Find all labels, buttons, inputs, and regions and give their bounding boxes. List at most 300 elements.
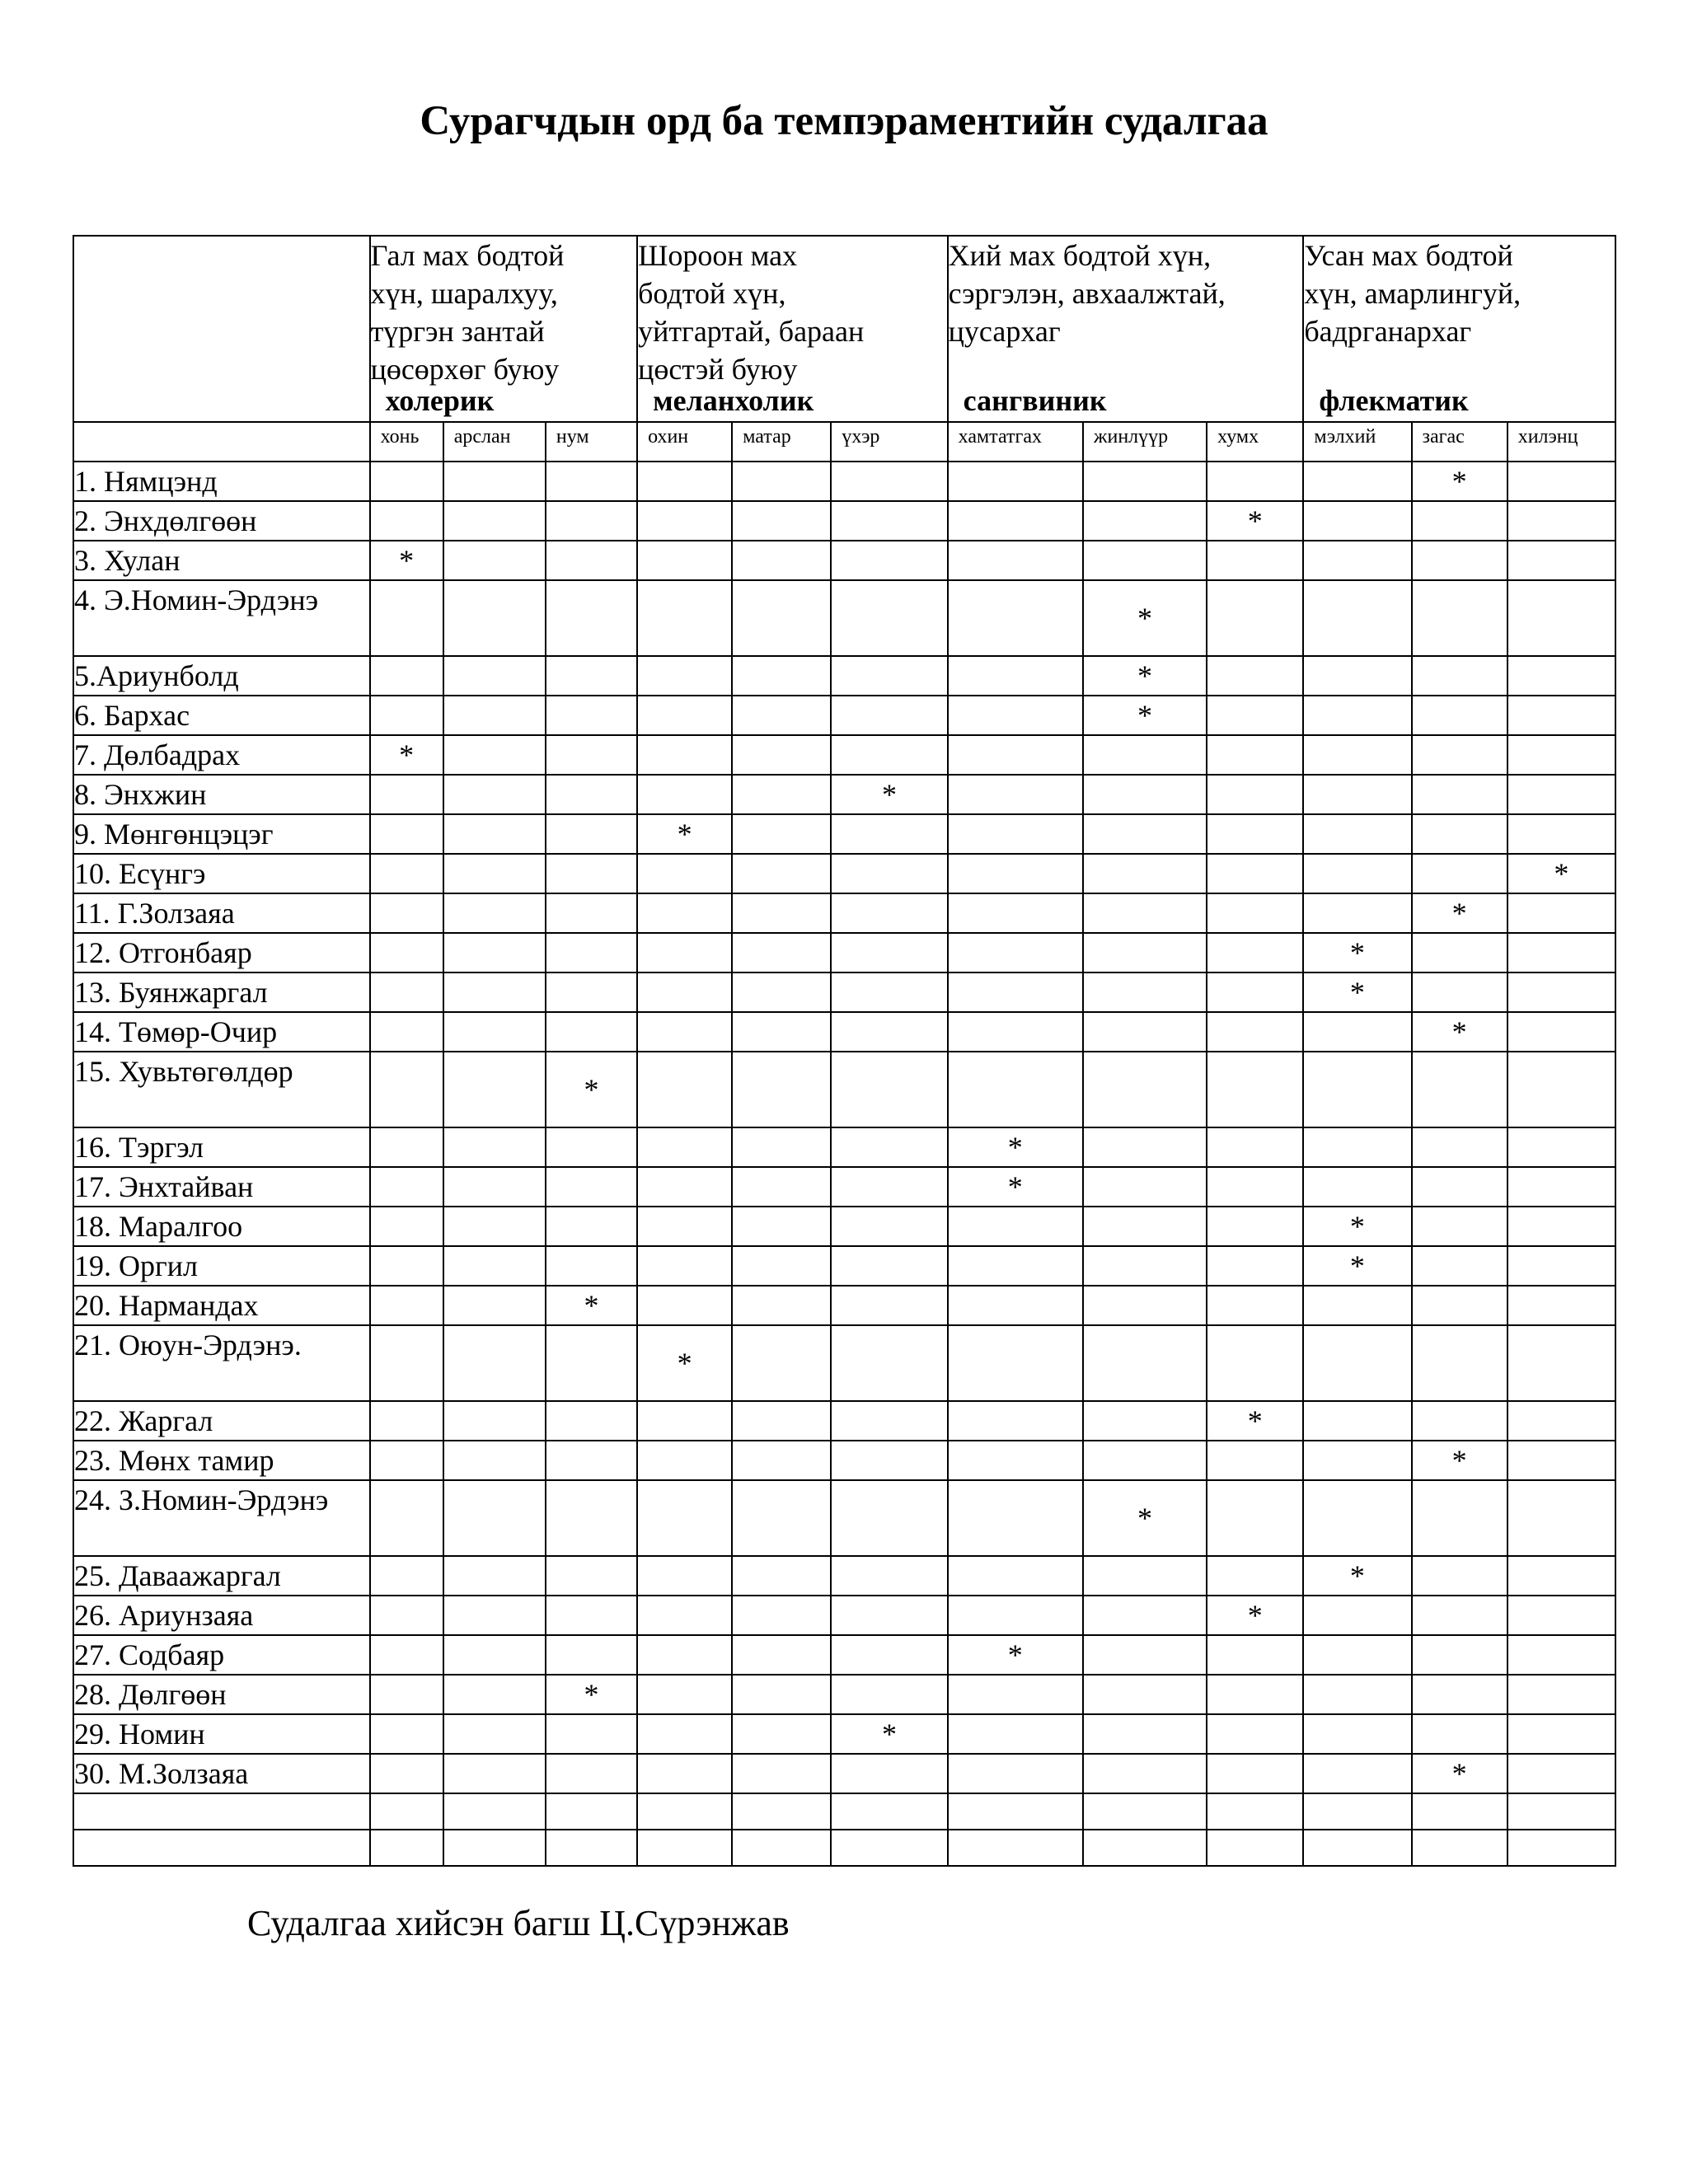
mark-cell	[1083, 541, 1207, 580]
mark-cell	[732, 501, 831, 541]
mark-cell	[443, 541, 546, 580]
student-name: 10. Есүнгэ	[73, 854, 370, 893]
student-name: 27. Содбаяр	[73, 1635, 370, 1675]
mark-cell	[1083, 1441, 1207, 1480]
mark-cell	[732, 972, 831, 1012]
mark-cell	[637, 1754, 732, 1793]
mark-cell	[546, 541, 637, 580]
student-name: 28. Дөлгөөн	[73, 1675, 370, 1714]
mark-cell-checked: *	[1083, 580, 1207, 656]
group-type-label: флекматик	[1319, 384, 1469, 417]
mark-cell	[370, 1441, 443, 1480]
mark-cell	[1507, 1793, 1615, 1830]
student-row	[73, 1401, 1615, 1441]
mark-cell-checked: *	[546, 1675, 637, 1714]
mark-cell	[1083, 893, 1207, 933]
mark-cell	[370, 1480, 443, 1556]
mark-cell	[637, 1246, 732, 1286]
mark-cell	[1507, 735, 1615, 775]
mark-cell	[831, 656, 947, 696]
mark-cell	[443, 1012, 546, 1052]
mark-cell-checked: *	[948, 1127, 1083, 1167]
mark-cell	[732, 1325, 831, 1401]
mark-cell	[1207, 1325, 1303, 1401]
mark-cell	[1412, 1167, 1507, 1207]
student-name: 9. Мөнгөнцэцэг	[73, 814, 370, 854]
group-sanguine	[948, 236, 1304, 422]
mark-cell	[1303, 696, 1411, 735]
mark-cell	[1412, 1127, 1507, 1167]
mark-cell	[831, 1052, 947, 1127]
mark-cell-checked: *	[831, 775, 947, 814]
mark-cell	[1507, 814, 1615, 854]
mark-cell	[370, 1286, 443, 1325]
student-row	[73, 735, 1615, 775]
mark-cell	[370, 1635, 443, 1675]
mark-cell	[637, 656, 732, 696]
mark-cell	[948, 933, 1083, 972]
mark-cell	[1507, 1246, 1615, 1286]
mark-cell	[732, 1635, 831, 1675]
mark-cell-checked: *	[1303, 933, 1411, 972]
mark-cell	[1303, 1325, 1411, 1401]
mark-cell	[1412, 1556, 1507, 1596]
mark-cell	[948, 893, 1083, 933]
student-name: 6. Бархас	[73, 696, 370, 735]
mark-cell	[546, 893, 637, 933]
mark-cell	[1207, 933, 1303, 972]
mark-cell	[443, 1635, 546, 1675]
mark-cell	[546, 1401, 637, 1441]
mark-cell	[1083, 972, 1207, 1012]
mark-cell	[1207, 1480, 1303, 1556]
mark-cell	[637, 541, 732, 580]
mark-cell	[1412, 656, 1507, 696]
mark-cell	[1207, 1441, 1303, 1480]
mark-cell	[948, 1793, 1083, 1830]
mark-cell	[1412, 580, 1507, 656]
mark-cell	[732, 580, 831, 656]
mark-cell	[1207, 1246, 1303, 1286]
mark-cell	[732, 933, 831, 972]
mark-cell	[1507, 1012, 1615, 1052]
mark-cell	[546, 972, 637, 1012]
mark-cell	[831, 1675, 947, 1714]
mark-cell	[1303, 854, 1411, 893]
mark-cell-checked: *	[1303, 1207, 1411, 1246]
sign-label: хамтатгах	[948, 422, 1083, 462]
mark-cell	[1083, 1286, 1207, 1325]
mark-cell	[443, 1793, 546, 1830]
mark-cell	[637, 1401, 732, 1441]
mark-cell	[1412, 1675, 1507, 1714]
student-row	[73, 1246, 1615, 1286]
mark-cell	[443, 1286, 546, 1325]
mark-cell	[1412, 541, 1507, 580]
student-name: 8. Энхжин	[73, 775, 370, 814]
mark-cell	[1083, 1635, 1207, 1675]
mark-cell	[1303, 1714, 1411, 1754]
mark-cell	[1507, 1052, 1615, 1127]
mark-cell	[637, 933, 732, 972]
mark-cell	[546, 1127, 637, 1167]
mark-cell	[1507, 1675, 1615, 1714]
mark-cell	[1207, 1286, 1303, 1325]
mark-cell	[1507, 1325, 1615, 1401]
mark-cell	[1303, 893, 1411, 933]
mark-cell	[637, 1286, 732, 1325]
mark-cell	[1207, 1127, 1303, 1167]
student-row	[73, 541, 1615, 580]
mark-cell	[948, 1246, 1083, 1286]
mark-cell	[370, 1675, 443, 1714]
mark-cell	[637, 1127, 732, 1167]
mark-cell	[1412, 1286, 1507, 1325]
mark-cell	[831, 1012, 947, 1052]
mark-cell	[546, 1754, 637, 1793]
mark-cell	[1412, 1207, 1507, 1246]
corner-cell	[73, 236, 370, 422]
group-desc-line: хүн, амарлингуй,	[1304, 277, 1522, 310]
mark-cell	[370, 1052, 443, 1127]
student-row	[73, 696, 1615, 735]
mark-cell	[732, 1480, 831, 1556]
mark-cell	[443, 933, 546, 972]
mark-cell	[948, 1480, 1083, 1556]
mark-cell-checked: *	[1412, 462, 1507, 501]
student-name: 24. З.Номин-Эрдэнэ	[73, 1480, 370, 1556]
mark-cell	[443, 1325, 546, 1401]
mark-cell	[831, 1167, 947, 1207]
student-name: 3. Хулан	[73, 541, 370, 580]
mark-cell	[1207, 541, 1303, 580]
mark-cell	[1507, 1441, 1615, 1480]
student-row	[73, 854, 1615, 893]
mark-cell	[732, 1207, 831, 1246]
mark-cell	[1207, 1830, 1303, 1866]
mark-cell	[732, 1286, 831, 1325]
mark-cell	[443, 1167, 546, 1207]
student-row	[73, 1596, 1615, 1635]
mark-cell	[1207, 1754, 1303, 1793]
mark-cell	[732, 1052, 831, 1127]
student-row	[73, 1830, 1615, 1866]
mark-cell	[443, 1207, 546, 1246]
student-name: 22. Жаргал	[73, 1401, 370, 1441]
page-title: Сурагчдын орд ба темпэраментийн судалгаа	[420, 98, 1268, 144]
mark-cell	[370, 1556, 443, 1596]
mark-cell	[1207, 735, 1303, 775]
group-melancholic	[637, 236, 948, 422]
mark-cell-checked: *	[1207, 501, 1303, 541]
mark-cell	[1083, 814, 1207, 854]
mark-cell	[948, 541, 1083, 580]
mark-cell-checked: *	[1303, 972, 1411, 1012]
mark-cell	[1412, 1830, 1507, 1866]
mark-cell	[1303, 775, 1411, 814]
mark-cell	[1507, 972, 1615, 1012]
mark-cell	[546, 1246, 637, 1286]
mark-cell	[831, 854, 947, 893]
mark-cell	[637, 501, 732, 541]
mark-cell	[546, 1441, 637, 1480]
mark-cell	[637, 1207, 732, 1246]
mark-cell	[546, 814, 637, 854]
mark-cell	[1303, 1167, 1411, 1207]
mark-cell	[831, 1246, 947, 1286]
group-desc-line: Хий мах бодтой хүн,	[948, 239, 1212, 272]
mark-cell	[732, 735, 831, 775]
sign-label: охин	[637, 422, 732, 462]
mark-cell	[831, 1793, 947, 1830]
mark-cell-checked: *	[1207, 1596, 1303, 1635]
mark-cell	[637, 735, 732, 775]
mark-cell	[637, 696, 732, 735]
mark-cell	[443, 1246, 546, 1286]
mark-cell	[370, 580, 443, 656]
student-row	[73, 893, 1615, 933]
mark-cell	[370, 462, 443, 501]
mark-cell	[831, 501, 947, 541]
mark-cell	[637, 854, 732, 893]
mark-cell	[948, 972, 1083, 1012]
mark-cell	[1507, 1207, 1615, 1246]
mark-cell	[1207, 814, 1303, 854]
mark-cell	[443, 1714, 546, 1754]
mark-cell	[637, 893, 732, 933]
mark-cell	[831, 580, 947, 656]
mark-cell	[1507, 696, 1615, 735]
mark-cell	[1412, 775, 1507, 814]
mark-cell	[546, 501, 637, 541]
mark-cell	[443, 1675, 546, 1714]
group-phlegmatic	[1303, 236, 1615, 422]
sign-label: мэлхий	[1303, 422, 1411, 462]
mark-cell	[831, 1207, 947, 1246]
mark-cell	[637, 1635, 732, 1675]
mark-cell	[546, 1830, 637, 1866]
mark-cell	[546, 1480, 637, 1556]
sign-label: хумх	[1207, 422, 1303, 462]
group-desc-line: Гал мах бодтой	[370, 239, 565, 272]
mark-cell	[1303, 1441, 1411, 1480]
mark-cell	[732, 656, 831, 696]
mark-cell	[1083, 1012, 1207, 1052]
mark-cell	[831, 1754, 947, 1793]
mark-cell	[546, 1635, 637, 1675]
sub-corner-cell	[73, 422, 370, 462]
mark-cell	[370, 854, 443, 893]
mark-cell	[732, 1441, 831, 1480]
student-name: 13. Буянжаргал	[73, 972, 370, 1012]
mark-cell	[1207, 696, 1303, 735]
mark-cell	[637, 1714, 732, 1754]
mark-cell	[1507, 1754, 1615, 1793]
mark-cell	[1303, 501, 1411, 541]
student-name: 21. Оюун-Эрдэнэ.	[73, 1325, 370, 1401]
mark-cell	[443, 814, 546, 854]
mark-cell	[443, 501, 546, 541]
mark-cell	[1207, 1635, 1303, 1675]
mark-cell	[831, 1635, 947, 1675]
sign-label: үхэр	[831, 422, 947, 462]
mark-cell	[948, 580, 1083, 656]
student-name: 20. Нармандах	[73, 1286, 370, 1325]
mark-cell	[948, 656, 1083, 696]
mark-cell	[1303, 1830, 1411, 1866]
mark-cell-checked: *	[948, 1167, 1083, 1207]
mark-cell	[637, 1012, 732, 1052]
student-row	[73, 1675, 1615, 1714]
group-type-label: сангвиник	[963, 384, 1107, 417]
student-name: 14. Төмөр-Очир	[73, 1012, 370, 1052]
mark-cell	[1207, 462, 1303, 501]
mark-cell	[443, 1441, 546, 1480]
mark-cell	[1083, 462, 1207, 501]
mark-cell	[637, 1675, 732, 1714]
mark-cell	[1083, 1167, 1207, 1207]
mark-cell	[370, 814, 443, 854]
mark-cell	[948, 1401, 1083, 1441]
mark-cell-checked: *	[637, 1325, 732, 1401]
mark-cell	[1083, 1246, 1207, 1286]
group-type-label: холерик	[385, 384, 495, 417]
mark-cell	[1412, 814, 1507, 854]
mark-cell	[831, 1127, 947, 1167]
mark-cell	[948, 696, 1083, 735]
sign-label: нум	[546, 422, 637, 462]
mark-cell	[1303, 1754, 1411, 1793]
student-row	[73, 1012, 1615, 1052]
student-row	[73, 1325, 1615, 1401]
mark-cell-checked: *	[370, 735, 443, 775]
mark-cell-checked: *	[1303, 1556, 1411, 1596]
student-name: 26. Ариунзаяа	[73, 1596, 370, 1635]
student-name: 29. Номин	[73, 1714, 370, 1754]
mark-cell	[370, 1754, 443, 1793]
mark-cell	[1303, 1401, 1411, 1441]
mark-cell	[948, 1441, 1083, 1480]
mark-cell	[637, 1793, 732, 1830]
mark-cell	[732, 1012, 831, 1052]
mark-cell	[1507, 501, 1615, 541]
mark-cell	[370, 1714, 443, 1754]
mark-cell	[546, 1167, 637, 1207]
mark-cell	[443, 893, 546, 933]
mark-cell	[637, 1556, 732, 1596]
temperament-table	[73, 235, 1616, 1867]
mark-cell	[732, 1793, 831, 1830]
mark-cell-checked: *	[1412, 893, 1507, 933]
mark-cell	[1507, 1127, 1615, 1167]
mark-cell	[732, 1246, 831, 1286]
mark-cell	[948, 1286, 1083, 1325]
student-name: 7. Дөлбадрах	[73, 735, 370, 775]
mark-cell	[831, 541, 947, 580]
mark-cell	[370, 972, 443, 1012]
mark-cell-checked: *	[546, 1052, 637, 1127]
mark-cell	[732, 541, 831, 580]
mark-cell	[1507, 1596, 1615, 1635]
mark-cell-checked: *	[1412, 1441, 1507, 1480]
mark-cell	[732, 462, 831, 501]
student-row	[73, 1286, 1615, 1325]
mark-cell	[1303, 1286, 1411, 1325]
sign-label: арслан	[443, 422, 546, 462]
student-name: 30. М.Золзаяа	[73, 1754, 370, 1793]
group-type-label: меланхолик	[653, 384, 814, 417]
mark-cell	[370, 1401, 443, 1441]
student-row	[73, 1793, 1615, 1830]
mark-cell-checked: *	[1303, 1246, 1411, 1286]
mark-cell	[948, 775, 1083, 814]
mark-cell	[1303, 1480, 1411, 1556]
mark-cell	[370, 1830, 443, 1866]
mark-cell	[370, 1596, 443, 1635]
student-row	[73, 1556, 1615, 1596]
mark-cell	[1303, 1012, 1411, 1052]
mark-cell	[546, 1793, 637, 1830]
mark-cell	[1507, 541, 1615, 580]
mark-cell	[443, 1556, 546, 1596]
student-name: 25. Даваажаргал	[73, 1556, 370, 1596]
mark-cell-checked: *	[1083, 1480, 1207, 1556]
mark-cell	[1207, 656, 1303, 696]
mark-cell	[1083, 1325, 1207, 1401]
mark-cell	[1507, 580, 1615, 656]
mark-cell	[443, 1480, 546, 1556]
mark-cell	[1507, 462, 1615, 501]
mark-cell	[1303, 541, 1411, 580]
mark-cell	[831, 893, 947, 933]
group-desc-line: бодтой хүн,	[638, 277, 786, 310]
mark-cell	[732, 1556, 831, 1596]
mark-cell	[546, 462, 637, 501]
mark-cell	[1303, 1793, 1411, 1830]
mark-cell	[831, 1556, 947, 1596]
mark-cell	[370, 501, 443, 541]
mark-cell	[1507, 1556, 1615, 1596]
mark-cell	[831, 972, 947, 1012]
mark-cell	[948, 1754, 1083, 1793]
mark-cell	[1303, 1127, 1411, 1167]
mark-cell	[1412, 854, 1507, 893]
mark-cell	[1412, 933, 1507, 972]
mark-cell	[831, 933, 947, 972]
mark-cell	[1412, 1635, 1507, 1675]
student-row	[73, 656, 1615, 696]
mark-cell	[1507, 1714, 1615, 1754]
mark-cell	[443, 735, 546, 775]
mark-cell	[370, 1325, 443, 1401]
mark-cell	[546, 580, 637, 656]
mark-cell	[831, 1441, 947, 1480]
mark-cell	[1412, 501, 1507, 541]
mark-cell	[948, 1012, 1083, 1052]
mark-cell	[637, 1167, 732, 1207]
mark-cell	[1207, 1052, 1303, 1127]
mark-cell	[948, 1207, 1083, 1246]
mark-cell	[1083, 1207, 1207, 1246]
mark-cell	[1083, 1830, 1207, 1866]
mark-cell	[370, 1207, 443, 1246]
mark-cell	[546, 1207, 637, 1246]
mark-cell	[1412, 696, 1507, 735]
group-desc-line: хүн, шаралхуу,	[370, 277, 558, 310]
mark-cell	[1083, 1754, 1207, 1793]
student-name: 4. Э.Номин-Эрдэнэ	[73, 580, 370, 656]
mark-cell	[1207, 972, 1303, 1012]
